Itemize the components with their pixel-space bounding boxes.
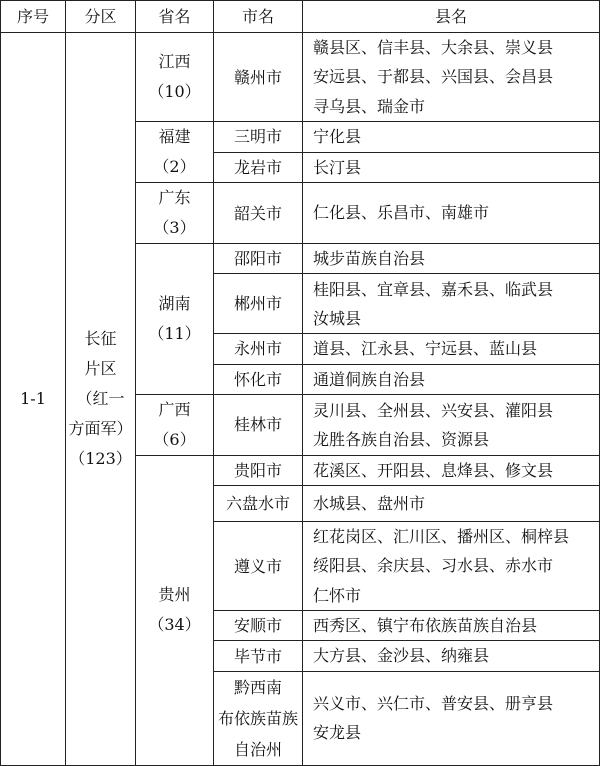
city-cell: 怀化市 [214,364,303,394]
city-cell: 黔西南 布依族苗族 自治州 [214,671,303,765]
city-cell: 贵阳市 [214,455,303,485]
county-cell: 城步苗族自治县 [303,244,600,274]
city-cell: 赣州市 [214,33,303,122]
county-cell: 道县、江永县、宁远县、蓝山县 [303,334,600,364]
county-cell: 桂阳县、宜章县、嘉禾县、临武县 汝城县 [303,274,600,334]
county-cell: 大方县、金沙县、纳雍县 [303,641,600,671]
county-cell: 红花岗区、汇川区、播州区、桐梓县 绥阳县、余庆县、习水县、赤水市 仁怀市 [303,522,600,611]
header-county: 县名 [303,1,600,33]
zone-cell: 长征 片区 （红一 方面军） （123） [66,33,136,766]
city-cell: 毕节市 [214,641,303,671]
header-zone: 分区 [66,1,136,33]
county-cell: 赣县区、信丰县、大余县、崇义县 安远县、于都县、兴国县、会昌县 寻乌县、瑞金市 [303,33,600,122]
county-cell: 灵川县、全州县、兴安县、灌阳县 龙胜各族自治县、资源县 [303,394,600,455]
county-cell: 兴义市、兴仁市、普安县、册亨县 安龙县 [303,671,600,765]
province-cell-fujian: 福建 （2） [136,122,214,183]
header-city: 市名 [214,1,303,33]
city-cell: 安顺市 [214,611,303,641]
province-cell-guangdong: 广东 （3） [136,183,214,244]
city-cell: 永州市 [214,334,303,364]
header-province: 省名 [136,1,214,33]
city-cell: 桂林市 [214,394,303,455]
province-cell-hunan: 湖南 （11） [136,244,214,395]
header-row [1,1,600,33]
header-index: 序号 [1,1,66,33]
city-cell: 龙岩市 [214,152,303,183]
county-cell: 仁化县、乐昌市、南雄市 [303,183,600,244]
city-cell: 遵义市 [214,522,303,611]
table-row [1,33,600,122]
county-cell: 长汀县 [303,152,600,183]
city-cell: 六盘水市 [214,486,303,522]
province-cell-guangxi: 广西 （6） [136,394,214,455]
province-cell-jiangxi: 江西 （10） [136,33,214,122]
county-cell: 通道侗族自治县 [303,364,600,394]
county-cell: 水城县、盘州市 [303,486,600,522]
county-cell: 花溪区、开阳县、息烽县、修文县 [303,455,600,485]
index-cell: 1-1 [1,33,66,766]
city-cell: 三明市 [214,122,303,153]
province-cell-guizhou: 贵州 （34） [136,455,214,765]
county-cell: 宁化县 [303,122,600,153]
city-cell: 郴州市 [214,274,303,334]
city-cell: 韶关市 [214,183,303,244]
city-cell: 邵阳市 [214,244,303,274]
county-cell: 西秀区、镇宁布依族苗族自治县 [303,611,600,641]
